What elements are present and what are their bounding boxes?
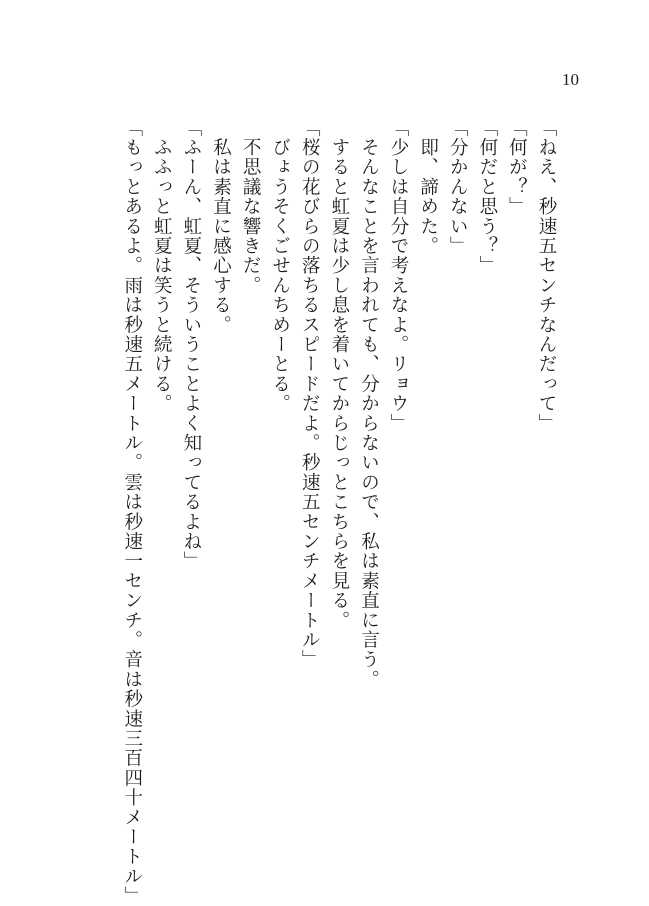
text-line: 「少しは自分で考えなよ。リョウ」 (388, 118, 410, 434)
page-number: 10 (562, 70, 579, 89)
text-line: ふふっと虹夏は笑うと続ける。 (151, 118, 173, 414)
text-line: 「もっとあるよ。雨は秒速五メートル。雲は秒速一センチ。音は秒速三百四十メートル」 (121, 118, 143, 906)
vertical-text-body (117, 118, 561, 906)
text-line: 「桜の花びらの落ちるスピードだよ。秒速五センチメートル」 (299, 118, 321, 670)
text-line: 「何が？」 (506, 118, 528, 217)
text-line: 「ふーん、虹夏、そういうことよく知ってるよね」 (180, 118, 202, 572)
text-line: 「ねえ、秒速五センチなんだって」 (536, 118, 557, 434)
text-line: びょうそくごせんちめーとる。 (269, 118, 291, 414)
text-line: すると虹夏は少し息を着いてからじっとこちらを見る。 (328, 118, 350, 631)
text-line: 即、諦めた。 (417, 118, 439, 256)
text-line: 不思議な響きだ。 (240, 118, 262, 296)
text-line: 「分かんない」 (447, 118, 469, 256)
text-line: 私は素直に感心する。 (210, 118, 232, 335)
text-line: 「何だと思う？」 (476, 118, 498, 276)
text-line: そんなことを言われても、分からないので、私は素直に言う。 (358, 118, 380, 690)
